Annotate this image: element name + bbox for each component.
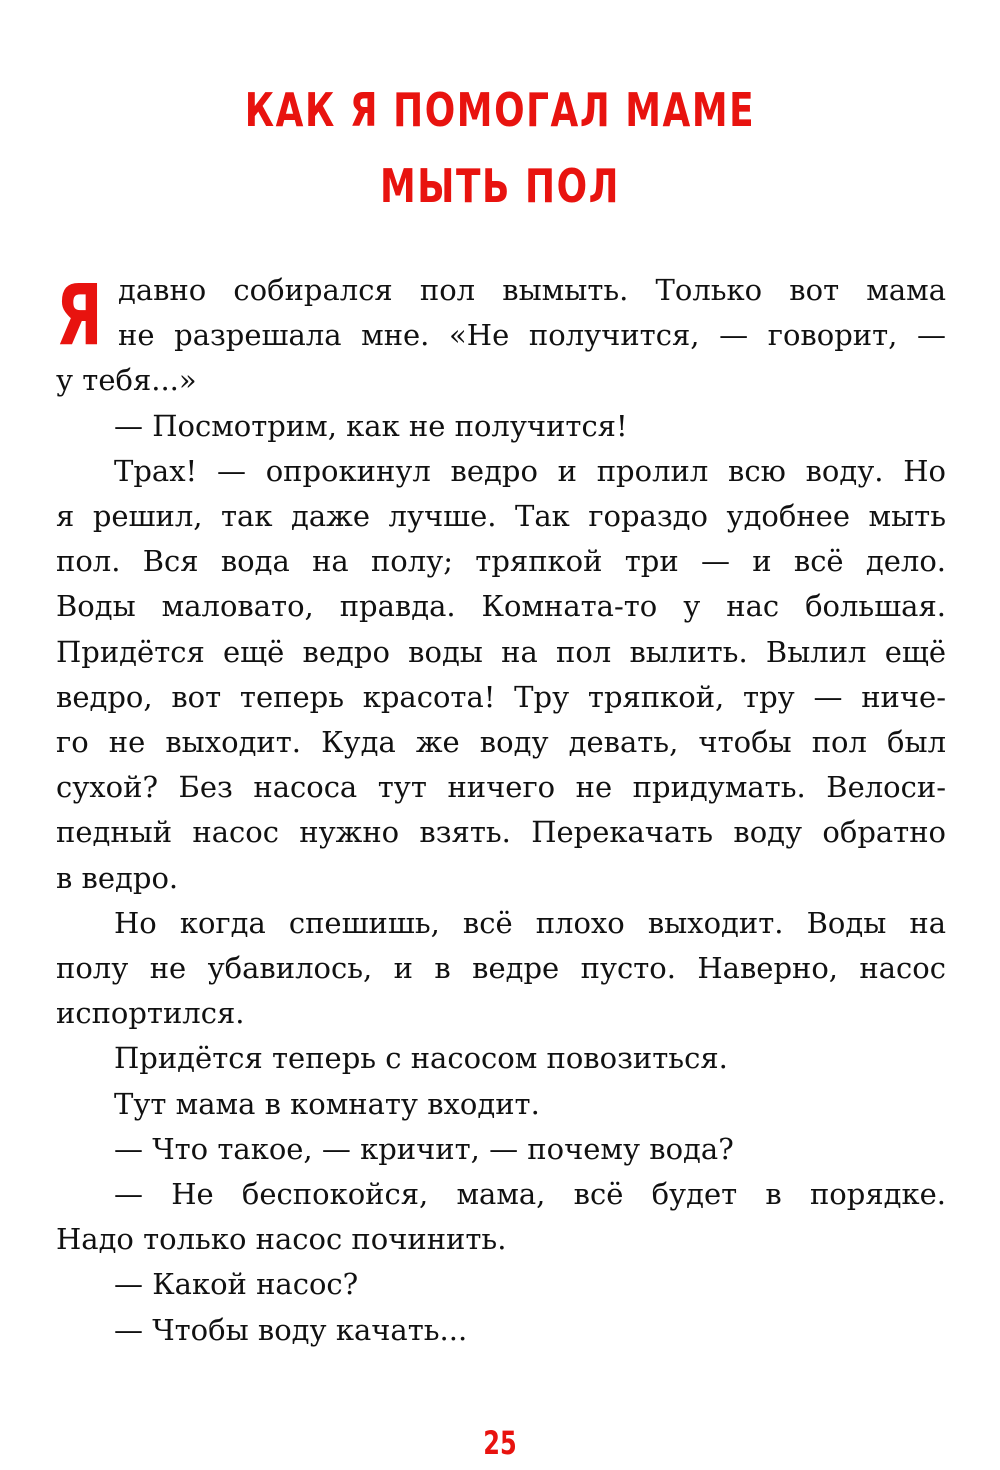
paragraph (56, 1308, 946, 1353)
text-line: давно собирался пол вымыть. Только вот мама (118, 273, 946, 307)
text-line: Придётся теперь с насосом повозиться. (114, 1041, 728, 1076)
text-line: у тебя...» (56, 363, 197, 398)
chapter-title-line-1: КАК Я ПОМОГАЛ МАМЕ (244, 83, 756, 137)
text-line: — Какой насос? (114, 1267, 359, 1302)
paragraph (56, 1262, 946, 1307)
text-line: пол. Вся вода на полу; тряпкой три — и всё дело. (56, 544, 946, 579)
text-line: — Посмотрим, как не получится! (114, 408, 628, 443)
chapter-title (110, 72, 890, 224)
text-line: Надо только насос починить. (56, 1222, 507, 1257)
text-line: го не выходит. Куда же воду девать, чтобы пол был (56, 725, 946, 760)
paragraph (56, 901, 946, 1037)
text-line: Тут мама в комнату входит. (114, 1086, 540, 1121)
paragraph (56, 268, 946, 404)
text-line: Трах! — опрокинул ведро и пролил всю воду. Но (114, 453, 946, 488)
text-line: в ведро. (56, 860, 179, 895)
paragraph (56, 404, 946, 449)
text-line: Воды маловато, правда. Комната-то у нас большая. (56, 589, 946, 624)
text-line: сухой? Без насоса тут ничего не придумать. Велоси- (56, 770, 946, 805)
text-line: Придётся ещё ведро воды на пол вылить. Вылил ещё (56, 634, 946, 669)
chapter-title-line-2: МЫТЬ ПОЛ (379, 159, 620, 213)
text-line: Но когда спешишь, всё плохо выходит. Воды на (114, 905, 946, 940)
text-line: не разрешала мне. «Не получится, — говорит, — (118, 318, 946, 353)
text-line: я решил, так даже лучше. Так гораздо удобнее мыть (56, 499, 946, 534)
text-line: — Чтобы воду качать... (114, 1312, 468, 1347)
drop-cap: Я (56, 266, 103, 364)
paragraph (56, 1172, 946, 1262)
story-text (56, 268, 946, 1353)
paragraph (56, 1082, 946, 1127)
text-line: — Что такое, — кричит, — почему вода? (114, 1131, 734, 1166)
text-line: полу не убавилось, и в ведре пусто. Наверно, насос (56, 951, 946, 986)
text-line: педный насос нужно взять. Перекачать воду обратно (56, 815, 946, 850)
text-line: ведро, вот теперь красота! Тру тряпкой, тру — ниче- (56, 679, 946, 714)
paragraph (56, 1036, 946, 1081)
paragraph (56, 1127, 946, 1172)
paragraph (56, 449, 946, 901)
text-line: — Не беспокойся, мама, всё будет в порядке. (114, 1177, 946, 1212)
text-line: испортился. (56, 996, 245, 1031)
page-number: 25 (483, 1424, 517, 1462)
